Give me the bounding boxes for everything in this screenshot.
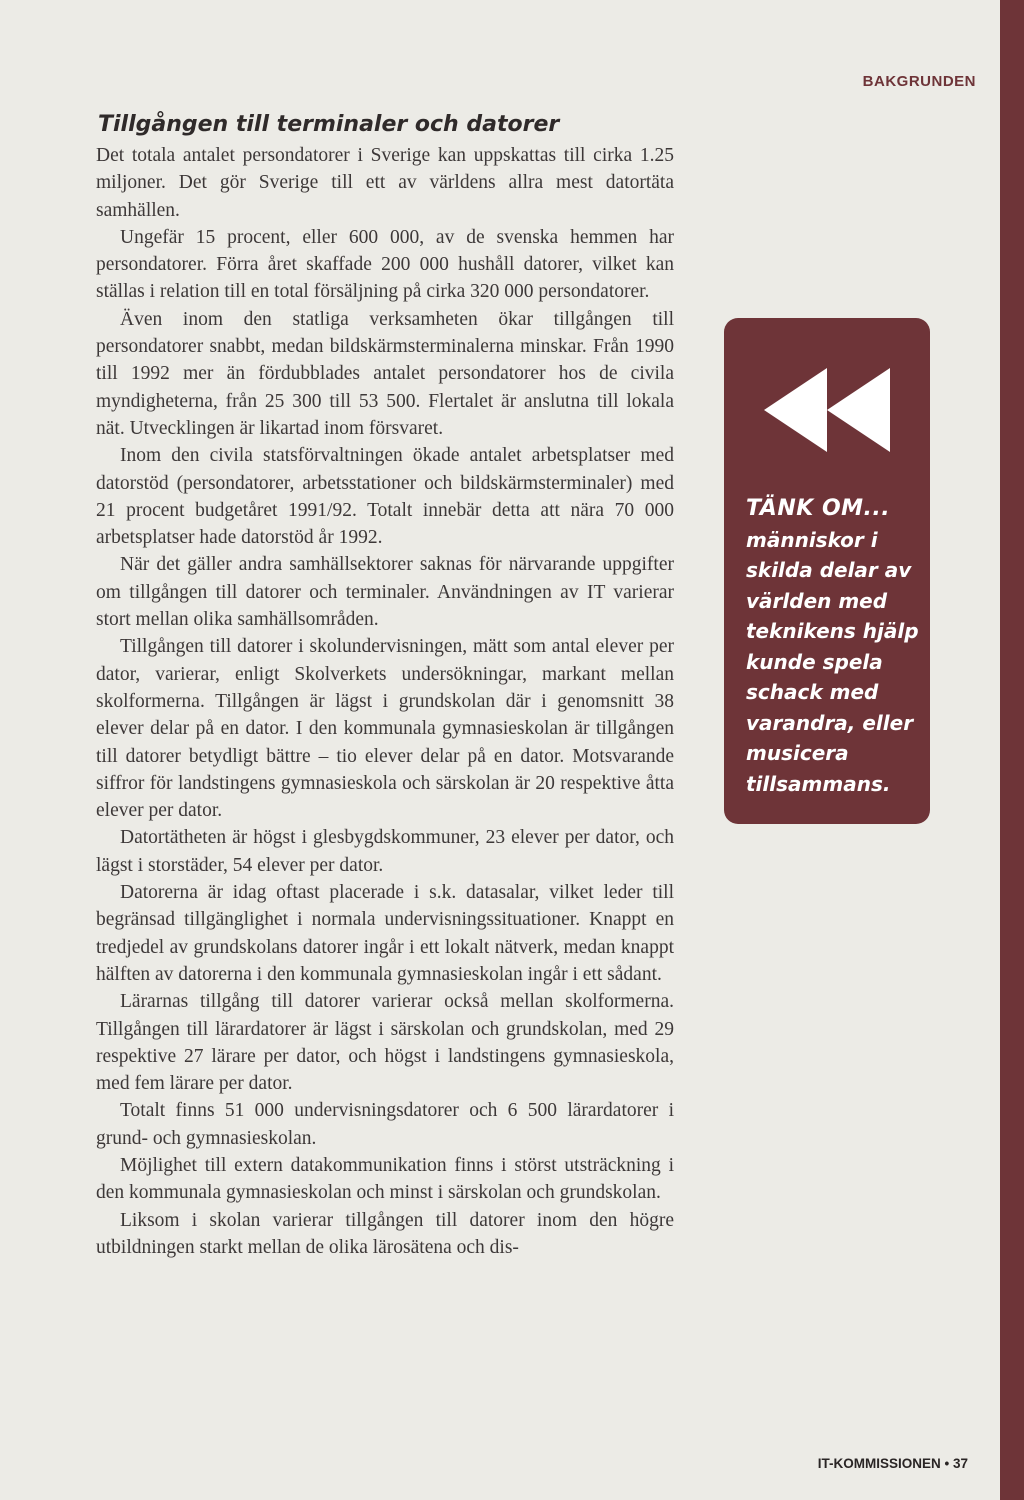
page-footer: IT-KOMMISSIONEN • 37	[817, 1456, 968, 1471]
article-paragraph: Möjlighet till extern datakommunikation finns i störst utsträckning i den kommunala gymnasieskolan och minst i särskolan och grundskolan.	[96, 1154, 674, 1204]
article-paragraph: Tillgången till datorer i skolundervisningen, mätt som antal elever per dator, varierar, enligt Skolverkets undersökningar, markant mellan skolformerna. Tillgången är lägst i grundskolan där i genomsnitt 38 elever delar på en dator. I den kommunala gymnasieskolan är tillgången till datorer betydligt bättre – tio elever delar på en dator. Motsvarande siffror för landstingens gymnasieskola och särskolan är 20 respektive åtta elever per dator.	[96, 636, 674, 822]
rewind-icon	[764, 368, 890, 452]
section-label: BAKGRUNDEN	[862, 73, 976, 90]
article-paragraph: Även inom den statliga verksamheten ökar tillgången till persondatorer snabbt, medan bildskärmsterminalerna minskar. Från 1990 till 1992 mer än fördubblades antalet persondatorer hos de civila myndigheterna, från 25 300 till 53 500. Flertalet är anslutna till lokala nät. Utvecklingen är likartad inom försvaret.	[96, 308, 674, 439]
callout-heading: TÄNK OM...	[746, 496, 891, 521]
article-paragraph: Lärarnas tillgång till datorer varierar också mellan skolformerna. Tillgången till lärardatorer är lägst i särskolan och grundskolan, med 29 respektive 27 lärare per dator, och högst i landstingens gymnasieskola, med fem lärare per dator.	[96, 991, 674, 1095]
article-paragraph: Inom den civila statsförvaltningen ökade antalet arbetsplatser med datorstöd (persondatorer, arbetsstationer och bildskärmsterminaler) med 21 procent budgetåret 1991/92. Totalt innebär detta att nära 70 000 arbetsplatser hade datorstöd år 1992.	[96, 445, 674, 549]
callout-text	[746, 494, 926, 799]
callout-box	[724, 318, 930, 824]
article-paragraph: Datortätheten är högst i glesbygdskommuner, 23 elever per dator, och lägst i storstäder, 54 elever per dator.	[96, 827, 674, 876]
article-paragraph: Totalt finns 51 000 undervisningsdatorer och 6 500 lärardatorer i grund- och gymnasieskolan.	[96, 1100, 674, 1149]
callout-body: människor i skilda delar av världen med teknikens hjälp kunde spela schack med varandra, eller musicera tillsammans.	[746, 527, 919, 796]
article-body	[96, 142, 674, 1261]
article-paragraph: Datorerna är idag oftast placerade i s.k. datasalar, vilket leder till begränsad tillgänglighet i normala undervisningssituationer. Knappt en tredjedel av grundskolans datorer ingår i ett lokalt nätverk, medan knappt hälften av datorerna i den kommunala gymnasieskolan ingår i ett sådant.	[96, 882, 674, 985]
article-title: Tillgången till terminaler och datorer	[98, 112, 560, 137]
page-edge-bar	[1000, 0, 1024, 1500]
article-paragraph: Det totala antalet persondatorer i Sverige kan uppskattas till cirka 1.25 miljoner. Det gör Sverige till ett av världens allra mest datortäta samhällen.	[96, 145, 674, 221]
article-paragraph: Liksom i skolan varierar tillgången till datorer inom den högre utbildningen starkt mellan de olika lärosätena och dis-	[96, 1209, 674, 1258]
article-paragraph: När det gäller andra samhällsektorer saknas för närvarande uppgifter om tillgången till datorer och terminaler. Användningen av IT varierar stort mellan olika samhällsområden.	[96, 554, 674, 631]
article-paragraph: Ungefär 15 procent, eller 600 000, av de svenska hemmen har persondatorer. Förra året skaffade 200 000 hushåll datorer, vilket kan ställas i relation till en total försäljning på cirka 320 000 persondatorer.	[96, 226, 674, 303]
